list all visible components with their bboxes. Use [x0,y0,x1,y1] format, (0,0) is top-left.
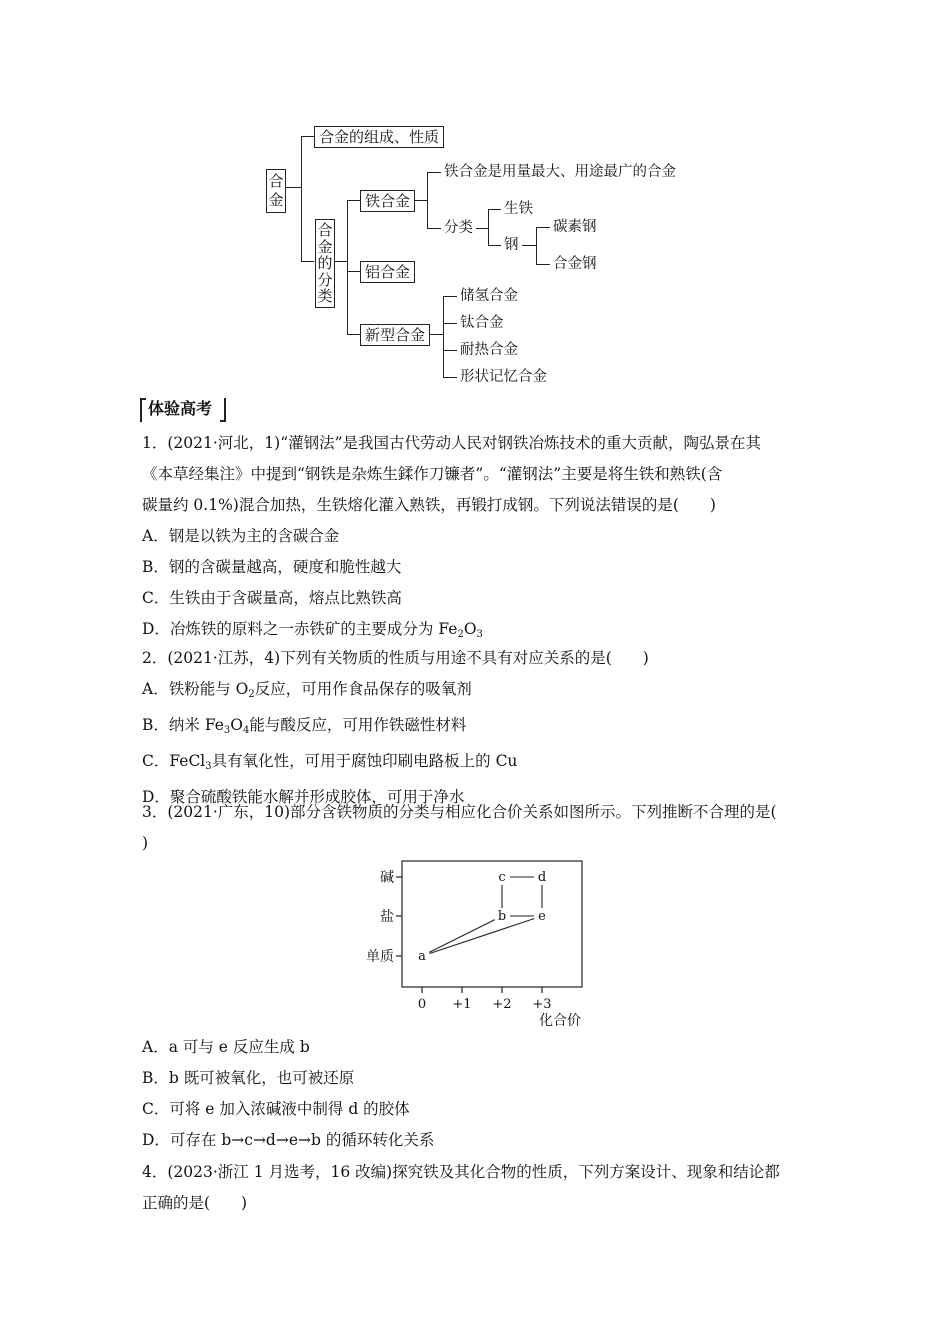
q1-stem-line: 1．(2021·河北，1)“灌钢法”是我国古代劳动人民对钢铁冶炼技术的重大贡献，陶弘景在其 [142,434,762,452]
connector [522,245,536,246]
q2-b-text: O [230,716,243,734]
section-bracket-right [220,398,226,422]
diagram-classify-label: 分类 [444,220,473,236]
point-label-d: d [537,870,547,885]
diagram-composition-box: 合金的组成、性质 [314,126,444,148]
question-1 [142,428,822,650]
diagram-carbon-steel: 碳素钢 [553,219,597,235]
q4-stem-line: 4．(2023·浙江 1 月选考，16 改编)探究铁及其化合物的性质，下列方案设计、现象和结论都 [142,1163,780,1181]
q1-stem-line: 《本草经集注》中提到“钢铁是杂炼生鍒作刀镰者”。“灌钢法”主要是将生铁和熟铁(含 [142,465,723,483]
y-tick-label: 盐 [380,909,394,925]
q3-stem-line: 3．(2021·广东，10)部分含铁物质的分类与相应化合价关系如图所示。下列推断不合理的是( [142,803,777,821]
point-label-b: b [497,909,507,924]
classification-text: 合金的分类 [317,221,333,305]
y-tick-label: 碱 [380,870,394,886]
diagram-aluminum-alloy-box: 铝合金 [360,261,415,283]
connector [536,227,550,228]
q3-option-d: D．可存在 b→c→d→e→b 的循环转化关系 [142,1131,435,1149]
connector [335,261,347,262]
connector [301,136,302,262]
connector [286,187,301,188]
connector [443,323,457,324]
subscript: 2 [457,629,464,640]
connector [347,334,360,335]
q1-option-c: C．生铁由于含碳量高，熔点比熟铁高 [142,589,402,607]
x-tick-label: +1 [452,997,472,1012]
connector [301,136,314,137]
connector [427,172,441,173]
connector [476,228,488,229]
x-tick-label: +2 [492,997,512,1012]
q3-option-a: A．a 可与 e 反应生成 b [142,1038,310,1056]
diagram-new-alloy-item: 储氢合金 [460,288,518,304]
question-3-stem [142,797,822,859]
q1-d-text: O [463,620,477,638]
connector [347,200,360,201]
connector [429,334,443,335]
q2-stem: 2．(2021·江苏，4)下列有关物质的性质与用途不具有对应关系的是( ) [142,649,649,667]
connector [301,261,314,262]
q3-option-c: C．可将 e 加入浓碱液中制得 d 的胶体 [142,1100,410,1118]
question-4 [142,1157,822,1219]
chart-frame [402,861,582,987]
connector [414,200,427,201]
q3-stem-line: ) [142,834,149,852]
connector [488,245,501,246]
subscript: 3 [476,629,483,640]
connector [427,172,428,228]
q1-d-text: D．冶炼铁的原料之一赤铁矿的主要成分为 Fe [142,620,458,638]
connector [347,271,360,272]
section-bracket-left [140,398,146,422]
connector [443,296,457,297]
connector [443,377,457,378]
connector [443,296,444,377]
y-tick-label: 单质 [366,949,394,965]
q4-stem-line: 正确的是( ) [142,1194,248,1212]
q2-b-text: B．纳米 Fe [142,716,224,734]
point-label-e: e [538,909,546,924]
q1-option-a: A．钢是以铁为主的含碳合金 [142,527,340,545]
q2-option-c [142,746,822,782]
q1-option-b: B．钢的含碳量越高，硬度和脆性越大 [142,558,402,576]
q1-stem-line: 碳量约 0.1%)混合加热，生铁熔化灌入熟铁，再锻打成钢。下列说法错误的是( ) [142,496,716,514]
diagram-new-alloy-item: 耐热合金 [460,342,518,358]
q2-a-text: A．铁粉能与 O [142,680,249,698]
diagram-new-alloy-item: 形状记忆合金 [460,369,547,385]
diagram-new-alloy-item: 钛合金 [460,315,504,331]
subscript: 3 [205,761,212,772]
q3-option-b: B．b 既可被氧化，也可被还原 [142,1069,355,1087]
diagram-new-alloy-box: 新型合金 [360,324,430,346]
section-title: 体验高考 [148,399,213,418]
q2-a-text: 反应，可用作食品保存的吸氧剂 [254,680,472,698]
subscript: 3 [223,725,231,736]
diagram-iron-alloy-note: 铁合金是用量最大、用途最广的合金 [444,164,676,180]
connector [443,350,457,351]
q2-c-text: C．FeCl [142,752,206,770]
q2-c-text: 具有氧化性，可用于腐蚀印刷电路板上的 Cu [211,752,518,770]
connector [488,209,489,245]
connector [536,227,537,264]
q2-option-b [142,710,822,746]
diagram-root-box: 合金 [266,169,286,213]
subscript: 4 [243,725,250,736]
connector [488,209,501,210]
diagram-iron-alloy-box: 铁合金 [360,190,415,212]
diagram-steel: 钢 [504,237,519,253]
question-2 [142,643,822,813]
x-tick-label: 0 [417,997,427,1012]
iron-valence-chart [360,858,610,1033]
question-3-options [142,1032,822,1156]
connector [427,228,441,229]
connector [536,264,550,265]
connection-line [430,919,535,954]
diagram-pig-iron: 生铁 [504,201,533,217]
connection-line [429,920,495,953]
x-tick-label: +3 [532,997,552,1012]
diagram-alloy-steel: 合金钢 [553,256,597,272]
point-label-c: c [498,870,506,885]
diagram-classification-box [315,219,335,308]
q2-option-d: D．聚合硫酸铁能水解并形成胶体，可用于净水 [142,788,465,806]
x-axis-label: 化合价 [539,1013,581,1029]
connector [347,200,348,334]
q2-b-text: 能与酸反应，可用作铁磁性材料 [249,716,467,734]
point-label-a: a [418,949,426,964]
subscript: 2 [248,689,255,700]
q2-option-a [142,674,822,710]
